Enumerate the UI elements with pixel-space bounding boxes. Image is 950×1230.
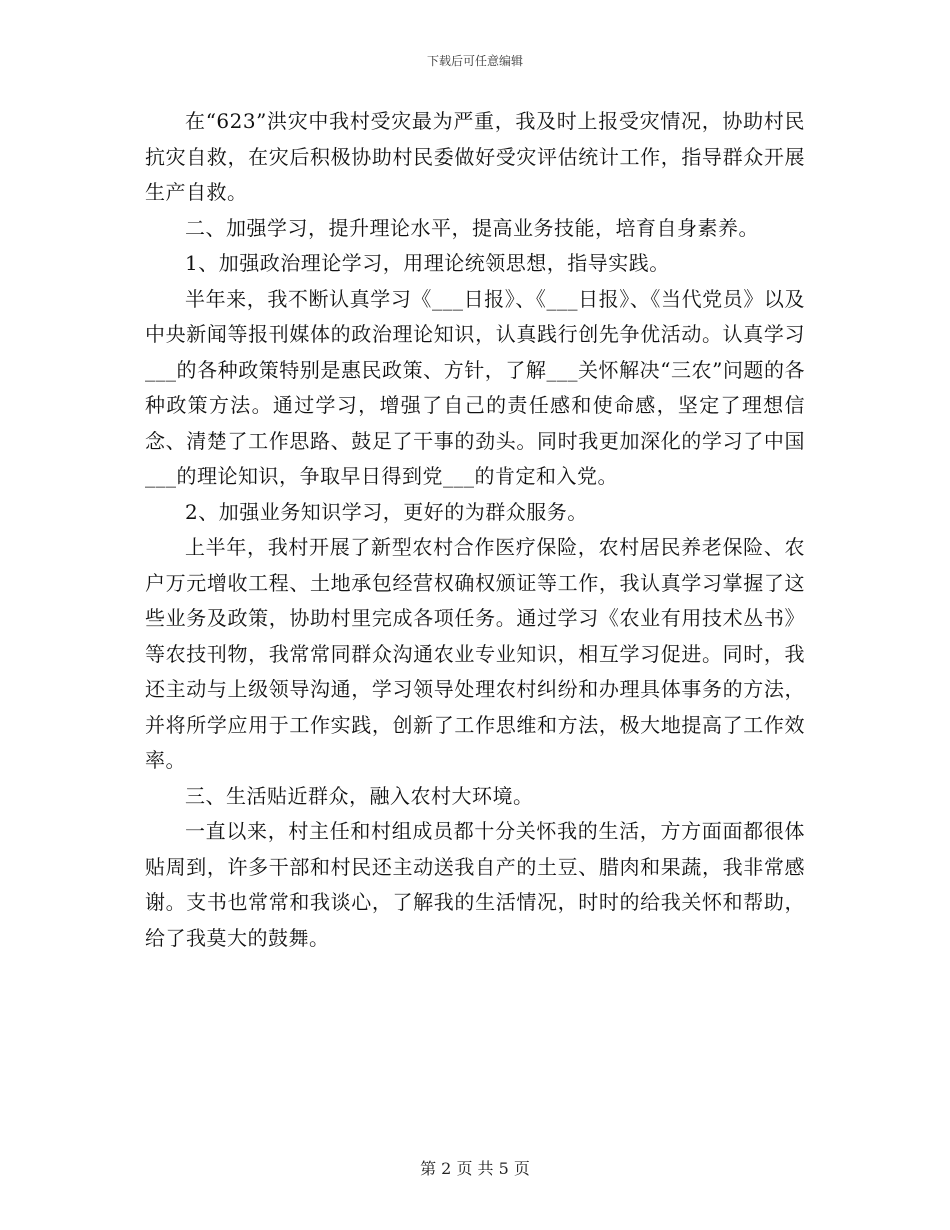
section-heading-life: 三、生活贴近群众，融入农村大环境。 [185,783,534,808]
paragraph-flood-relief: 在“623”洪灾中我村受灾最为严重，我及时上报受灾情况，协助村民抗灾自救，在灾后积极协助村民委做好受灾评估统计工作，指导群众开展生产自救。 [145,109,805,204]
paragraph-life: 一直以来，村主任和村组成员都十分关怀我的生活，方方面面都很体贴周到，许多干部和村民还主动送我自产的土豆、腊肉和果蔬，我非常感谢。支书也常常和我谈心，了解我的生活情况，时时的给我关怀和帮助，给了我莫大的鼓舞。 [145,819,805,950]
subheading-political-theory: 1、加强政治理论学习，用理论统领思想，指导实践。 [185,251,670,275]
document-body [145,104,805,956]
page-header: 下载后可任意编辑 [426,54,523,68]
paragraph-political-study: 半年来，我不断认真学习《___日报》、《___日报》、《当代党员》以及中央新闻等报刊媒体的政治理论知识，认真践行创先争优活动。认真学习___的各种政策特别是惠民政策、方针，了解___关怀解决“三农”问题的各种政策方法。通过学习，增强了自己的责任感和使命感，坚定了理想信念、清楚了工作思路、鼓足了干事的劲头。同时我更加深化的学习了中国___的理论知识，争取早日得到党___的肯定和入党。 [145,286,805,488]
subheading-business-knowledge: 2、加强业务知识学习，更好的为群众服务。 [185,499,588,524]
paragraph-business-study: 上半年，我村开展了新型农村合作医疗保险，农村居民养老保险、农户万元增收工程、土地承包经营权确权颁证等工作，我认真学习掌握了这些业务及政策，协助村里完成各项任务。通过学习《农业有用技术丛书》等农技刊物，我常常同群众沟通农业专业知识，相互学习促进。同时，我还主动与上级领导沟通，学习领导处理农村纠纷和办理具体事务的方法，并将所学应用于工作实践，创新了工作思维和方法，极大地提高了工作效率。 [145,535,805,772]
page-number: 第 2 页 共 5 页 [420,1159,530,1178]
section-heading-study: 二、加强学习，提升理论水平，提高业务技能，培育自身素养。 [185,215,759,240]
